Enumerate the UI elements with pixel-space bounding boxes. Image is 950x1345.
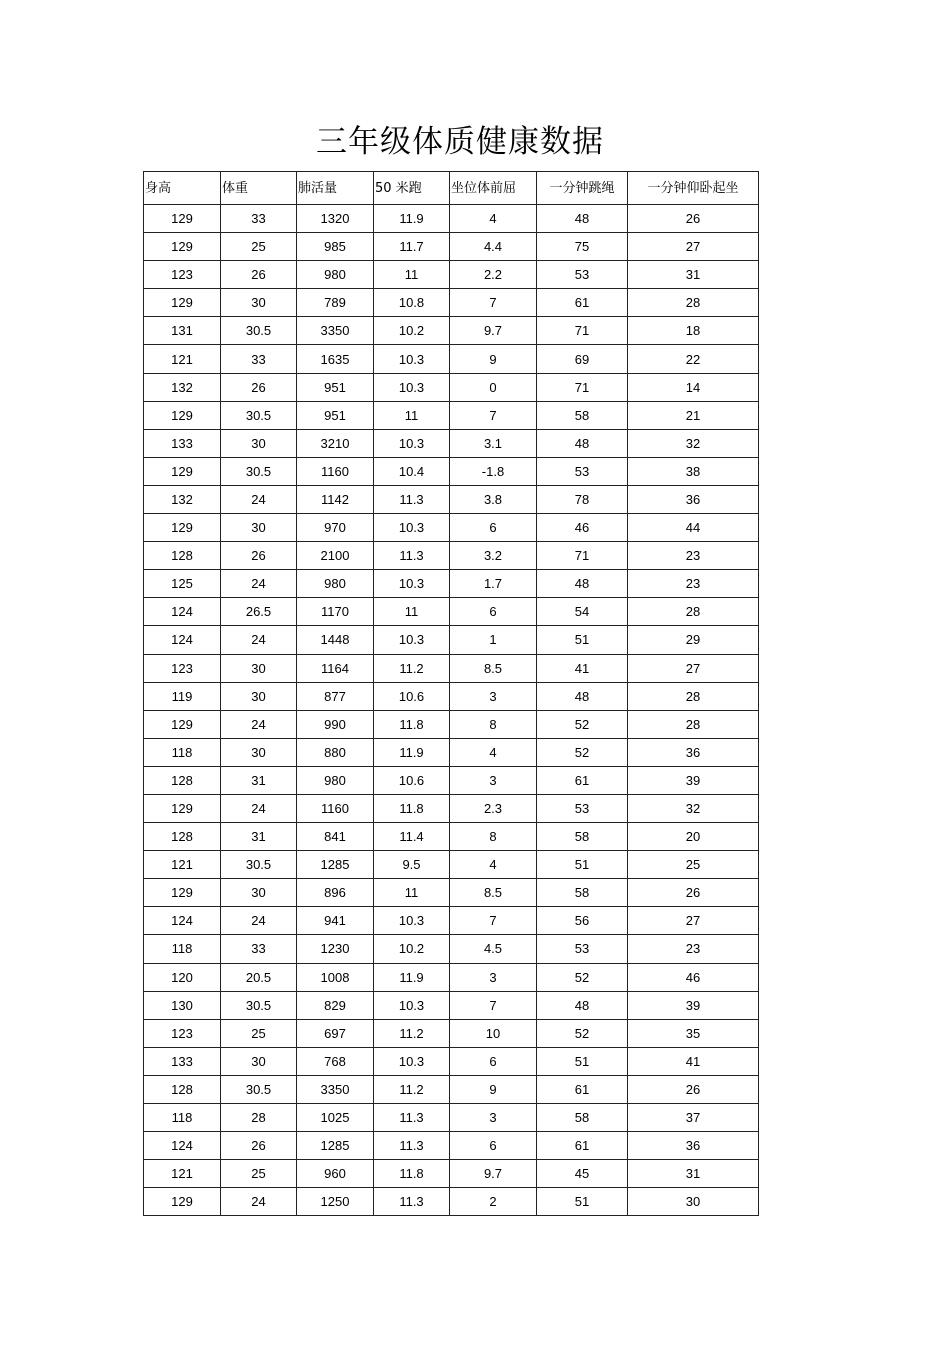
cell-sit-and-reach: 3 [450, 1104, 537, 1132]
cell-jump-rope: 46 [537, 514, 628, 542]
cell-jump-rope: 71 [537, 373, 628, 401]
cell-50m-run: 10.3 [374, 429, 450, 457]
table-row [144, 879, 759, 907]
cell-sit-ups: 20 [628, 823, 759, 851]
cell-sit-ups: 23 [628, 542, 759, 570]
cell-lung-capacity: 1635 [297, 345, 374, 373]
cell-lung-capacity: 1008 [297, 963, 374, 991]
cell-sit-ups: 26 [628, 205, 759, 233]
cell-lung-capacity: 990 [297, 710, 374, 738]
cell-sit-and-reach: 0 [450, 373, 537, 401]
cell-weight: 33 [221, 345, 297, 373]
cell-50m-run: 10.8 [374, 289, 450, 317]
cell-jump-rope: 52 [537, 738, 628, 766]
cell-height: 118 [144, 1104, 221, 1132]
table-row [144, 794, 759, 822]
table-row [144, 542, 759, 570]
cell-50m-run: 11 [374, 598, 450, 626]
cell-50m-run: 11.3 [374, 1188, 450, 1216]
cell-jump-rope: 48 [537, 682, 628, 710]
cell-sit-and-reach: 2.2 [450, 261, 537, 289]
cell-50m-run: 11.3 [374, 542, 450, 570]
cell-lung-capacity: 951 [297, 401, 374, 429]
header-height: 身高 [144, 172, 221, 205]
cell-weight: 30.5 [221, 991, 297, 1019]
cell-height: 133 [144, 1047, 221, 1075]
cell-sit-and-reach: 3.8 [450, 485, 537, 513]
cell-height: 132 [144, 485, 221, 513]
table-row [144, 289, 759, 317]
table-row [144, 233, 759, 261]
cell-height: 121 [144, 345, 221, 373]
cell-lung-capacity: 1285 [297, 851, 374, 879]
cell-height: 129 [144, 514, 221, 542]
cell-50m-run: 10.6 [374, 682, 450, 710]
cell-50m-run: 10.3 [374, 570, 450, 598]
table-row [144, 401, 759, 429]
cell-weight: 30 [221, 1047, 297, 1075]
table-row [144, 1019, 759, 1047]
cell-jump-rope: 78 [537, 485, 628, 513]
cell-50m-run: 11.4 [374, 823, 450, 851]
cell-sit-and-reach: 7 [450, 289, 537, 317]
cell-50m-run: 10.3 [374, 907, 450, 935]
cell-sit-ups: 21 [628, 401, 759, 429]
cell-jump-rope: 58 [537, 823, 628, 851]
cell-weight: 24 [221, 907, 297, 935]
cell-weight: 31 [221, 766, 297, 794]
cell-sit-and-reach: 6 [450, 1132, 537, 1160]
cell-jump-rope: 71 [537, 542, 628, 570]
table-row [144, 1132, 759, 1160]
cell-jump-rope: 58 [537, 401, 628, 429]
fitness-data-table [143, 171, 759, 1216]
cell-weight: 24 [221, 794, 297, 822]
cell-sit-and-reach: 4 [450, 851, 537, 879]
table-row [144, 570, 759, 598]
cell-height: 129 [144, 401, 221, 429]
cell-jump-rope: 71 [537, 317, 628, 345]
cell-jump-rope: 41 [537, 654, 628, 682]
cell-jump-rope: 51 [537, 626, 628, 654]
cell-sit-and-reach: 8.5 [450, 879, 537, 907]
cell-weight: 30 [221, 738, 297, 766]
cell-50m-run: 11.8 [374, 1160, 450, 1188]
cell-height: 130 [144, 991, 221, 1019]
cell-sit-and-reach: 2.3 [450, 794, 537, 822]
cell-50m-run: 10.3 [374, 345, 450, 373]
cell-jump-rope: 51 [537, 1047, 628, 1075]
cell-lung-capacity: 1142 [297, 485, 374, 513]
cell-weight: 30.5 [221, 851, 297, 879]
header-50m-run: 50 米跑 [374, 172, 450, 205]
cell-jump-rope: 58 [537, 1104, 628, 1132]
cell-50m-run: 10.6 [374, 766, 450, 794]
table-row [144, 1160, 759, 1188]
cell-jump-rope: 51 [537, 1188, 628, 1216]
cell-lung-capacity: 1160 [297, 794, 374, 822]
cell-height: 129 [144, 879, 221, 907]
cell-jump-rope: 58 [537, 879, 628, 907]
cell-50m-run: 11.2 [374, 1019, 450, 1047]
table-row [144, 823, 759, 851]
cell-weight: 28 [221, 1104, 297, 1132]
cell-jump-rope: 53 [537, 457, 628, 485]
cell-height: 123 [144, 261, 221, 289]
cell-height: 121 [144, 851, 221, 879]
table-row [144, 963, 759, 991]
cell-height: 132 [144, 373, 221, 401]
cell-sit-and-reach: 6 [450, 598, 537, 626]
cell-jump-rope: 48 [537, 429, 628, 457]
cell-jump-rope: 56 [537, 907, 628, 935]
cell-weight: 30 [221, 429, 297, 457]
cell-50m-run: 11.2 [374, 654, 450, 682]
cell-lung-capacity: 951 [297, 373, 374, 401]
cell-height: 131 [144, 317, 221, 345]
cell-lung-capacity: 980 [297, 570, 374, 598]
cell-lung-capacity: 960 [297, 1160, 374, 1188]
cell-50m-run: 10.3 [374, 514, 450, 542]
cell-lung-capacity: 1250 [297, 1188, 374, 1216]
cell-sit-and-reach: 6 [450, 1047, 537, 1075]
cell-lung-capacity: 829 [297, 991, 374, 1019]
cell-weight: 25 [221, 1019, 297, 1047]
table-row [144, 345, 759, 373]
cell-sit-ups: 23 [628, 570, 759, 598]
cell-jump-rope: 48 [537, 991, 628, 1019]
cell-50m-run: 10.3 [374, 626, 450, 654]
cell-sit-ups: 29 [628, 626, 759, 654]
table-row [144, 457, 759, 485]
cell-weight: 24 [221, 485, 297, 513]
table-row [144, 1047, 759, 1075]
table-row [144, 626, 759, 654]
cell-sit-ups: 30 [628, 1188, 759, 1216]
cell-jump-rope: 61 [537, 766, 628, 794]
table-row [144, 991, 759, 1019]
cell-weight: 33 [221, 935, 297, 963]
table-row [144, 766, 759, 794]
cell-lung-capacity: 980 [297, 766, 374, 794]
cell-sit-and-reach: 8 [450, 823, 537, 851]
table-row [144, 261, 759, 289]
cell-50m-run: 11.9 [374, 205, 450, 233]
table-body [144, 205, 759, 1216]
cell-weight: 30.5 [221, 317, 297, 345]
table-row [144, 935, 759, 963]
cell-jump-rope: 61 [537, 1132, 628, 1160]
cell-height: 128 [144, 542, 221, 570]
cell-sit-ups: 31 [628, 1160, 759, 1188]
cell-height: 129 [144, 794, 221, 822]
table-row [144, 205, 759, 233]
cell-50m-run: 10.3 [374, 991, 450, 1019]
cell-jump-rope: 53 [537, 261, 628, 289]
header-sit-and-reach: 坐位体前屈 [450, 172, 537, 205]
cell-lung-capacity: 1230 [297, 935, 374, 963]
cell-sit-and-reach: 3 [450, 963, 537, 991]
cell-lung-capacity: 1170 [297, 598, 374, 626]
cell-height: 118 [144, 935, 221, 963]
table-header-row [144, 172, 759, 205]
cell-lung-capacity: 1025 [297, 1104, 374, 1132]
cell-lung-capacity: 970 [297, 514, 374, 542]
cell-sit-ups: 46 [628, 963, 759, 991]
cell-weight: 20.5 [221, 963, 297, 991]
cell-jump-rope: 51 [537, 851, 628, 879]
cell-height: 120 [144, 963, 221, 991]
cell-50m-run: 11.3 [374, 1132, 450, 1160]
cell-weight: 26 [221, 373, 297, 401]
table-row [144, 1188, 759, 1216]
table-row [144, 429, 759, 457]
cell-lung-capacity: 841 [297, 823, 374, 851]
cell-sit-and-reach: 3 [450, 766, 537, 794]
cell-sit-and-reach: 9.7 [450, 317, 537, 345]
cell-lung-capacity: 896 [297, 879, 374, 907]
cell-lung-capacity: 3350 [297, 317, 374, 345]
cell-lung-capacity: 941 [297, 907, 374, 935]
cell-lung-capacity: 985 [297, 233, 374, 261]
cell-weight: 26 [221, 1132, 297, 1160]
cell-sit-and-reach: 9 [450, 345, 537, 373]
cell-jump-rope: 61 [537, 1075, 628, 1103]
cell-sit-ups: 32 [628, 794, 759, 822]
cell-sit-ups: 27 [628, 233, 759, 261]
cell-50m-run: 10.3 [374, 373, 450, 401]
cell-sit-and-reach: 6 [450, 514, 537, 542]
table-row [144, 485, 759, 513]
document-title: 三年级体质健康数据 [316, 124, 604, 160]
header-weight: 体重 [221, 172, 297, 205]
cell-sit-ups: 39 [628, 766, 759, 794]
cell-height: 129 [144, 457, 221, 485]
cell-height: 129 [144, 233, 221, 261]
cell-weight: 26 [221, 542, 297, 570]
cell-height: 129 [144, 1188, 221, 1216]
cell-height: 129 [144, 205, 221, 233]
cell-weight: 25 [221, 1160, 297, 1188]
cell-weight: 25 [221, 233, 297, 261]
cell-height: 128 [144, 823, 221, 851]
cell-height: 123 [144, 1019, 221, 1047]
cell-jump-rope: 69 [537, 345, 628, 373]
cell-50m-run: 11.7 [374, 233, 450, 261]
cell-sit-ups: 28 [628, 710, 759, 738]
cell-sit-ups: 36 [628, 485, 759, 513]
cell-50m-run: 11.2 [374, 1075, 450, 1103]
cell-height: 118 [144, 738, 221, 766]
cell-lung-capacity: 3210 [297, 429, 374, 457]
cell-jump-rope: 61 [537, 289, 628, 317]
cell-sit-and-reach: 8 [450, 710, 537, 738]
cell-jump-rope: 53 [537, 794, 628, 822]
cell-sit-ups: 44 [628, 514, 759, 542]
cell-sit-and-reach: 4.5 [450, 935, 537, 963]
cell-50m-run: 11.9 [374, 738, 450, 766]
cell-sit-ups: 28 [628, 598, 759, 626]
cell-weight: 33 [221, 205, 297, 233]
cell-50m-run: 9.5 [374, 851, 450, 879]
header-jump-rope: 一分钟跳绳 [537, 172, 628, 205]
cell-lung-capacity: 1448 [297, 626, 374, 654]
cell-height: 124 [144, 598, 221, 626]
table-row [144, 851, 759, 879]
cell-lung-capacity: 768 [297, 1047, 374, 1075]
cell-sit-and-reach: 2 [450, 1188, 537, 1216]
cell-sit-ups: 18 [628, 317, 759, 345]
cell-weight: 30 [221, 654, 297, 682]
cell-sit-and-reach: 1.7 [450, 570, 537, 598]
cell-lung-capacity: 3350 [297, 1075, 374, 1103]
cell-sit-ups: 26 [628, 1075, 759, 1103]
cell-jump-rope: 52 [537, 710, 628, 738]
cell-weight: 30 [221, 879, 297, 907]
cell-sit-and-reach: 8.5 [450, 654, 537, 682]
cell-sit-ups: 35 [628, 1019, 759, 1047]
table-row [144, 1104, 759, 1132]
cell-weight: 24 [221, 626, 297, 654]
cell-50m-run: 11.8 [374, 710, 450, 738]
cell-weight: 31 [221, 823, 297, 851]
cell-sit-and-reach: 4 [450, 738, 537, 766]
cell-50m-run: 11.8 [374, 794, 450, 822]
table-row [144, 907, 759, 935]
cell-height: 125 [144, 570, 221, 598]
cell-50m-run: 10.4 [374, 457, 450, 485]
cell-sit-ups: 27 [628, 907, 759, 935]
cell-weight: 30.5 [221, 1075, 297, 1103]
cell-lung-capacity: 1160 [297, 457, 374, 485]
cell-jump-rope: 52 [537, 1019, 628, 1047]
cell-50m-run: 11 [374, 879, 450, 907]
cell-jump-rope: 53 [537, 935, 628, 963]
cell-weight: 30.5 [221, 401, 297, 429]
cell-50m-run: 11.3 [374, 485, 450, 513]
table-row [144, 682, 759, 710]
cell-lung-capacity: 980 [297, 261, 374, 289]
cell-jump-rope: 54 [537, 598, 628, 626]
cell-weight: 30 [221, 289, 297, 317]
cell-lung-capacity: 2100 [297, 542, 374, 570]
cell-sit-and-reach: 3 [450, 682, 537, 710]
cell-height: 119 [144, 682, 221, 710]
cell-sit-ups: 36 [628, 1132, 759, 1160]
cell-sit-ups: 38 [628, 457, 759, 485]
cell-sit-and-reach: 4.4 [450, 233, 537, 261]
cell-weight: 26.5 [221, 598, 297, 626]
cell-height: 124 [144, 907, 221, 935]
cell-weight: 24 [221, 710, 297, 738]
cell-sit-ups: 36 [628, 738, 759, 766]
cell-50m-run: 11.3 [374, 1104, 450, 1132]
cell-lung-capacity: 877 [297, 682, 374, 710]
cell-50m-run: 10.2 [374, 935, 450, 963]
cell-sit-and-reach: 7 [450, 401, 537, 429]
cell-sit-and-reach: 9.7 [450, 1160, 537, 1188]
cell-sit-ups: 26 [628, 879, 759, 907]
cell-sit-and-reach: 4 [450, 205, 537, 233]
table-row [144, 1075, 759, 1103]
cell-lung-capacity: 1285 [297, 1132, 374, 1160]
cell-sit-and-reach: 7 [450, 907, 537, 935]
cell-sit-ups: 28 [628, 289, 759, 317]
cell-sit-ups: 39 [628, 991, 759, 1019]
cell-sit-and-reach: 3.2 [450, 542, 537, 570]
table-row [144, 598, 759, 626]
cell-lung-capacity: 1164 [297, 654, 374, 682]
cell-height: 124 [144, 626, 221, 654]
cell-lung-capacity: 789 [297, 289, 374, 317]
cell-jump-rope: 48 [537, 570, 628, 598]
cell-sit-ups: 37 [628, 1104, 759, 1132]
cell-lung-capacity: 880 [297, 738, 374, 766]
cell-height: 121 [144, 1160, 221, 1188]
table-row [144, 514, 759, 542]
table-row [144, 317, 759, 345]
table-row [144, 710, 759, 738]
cell-lung-capacity: 697 [297, 1019, 374, 1047]
cell-height: 129 [144, 289, 221, 317]
cell-jump-rope: 48 [537, 205, 628, 233]
header-sit-ups: 一分钟仰卧起坐 [628, 172, 759, 205]
cell-height: 128 [144, 766, 221, 794]
cell-weight: 26 [221, 261, 297, 289]
cell-height: 133 [144, 429, 221, 457]
cell-lung-capacity: 1320 [297, 205, 374, 233]
cell-sit-ups: 27 [628, 654, 759, 682]
cell-sit-ups: 23 [628, 935, 759, 963]
cell-50m-run: 11 [374, 261, 450, 289]
cell-50m-run: 10.3 [374, 1047, 450, 1075]
cell-weight: 30 [221, 514, 297, 542]
cell-sit-ups: 32 [628, 429, 759, 457]
cell-height: 124 [144, 1132, 221, 1160]
header-lung-capacity: 肺活量 [297, 172, 374, 205]
cell-weight: 30 [221, 682, 297, 710]
cell-jump-rope: 52 [537, 963, 628, 991]
table-row [144, 738, 759, 766]
cell-sit-ups: 25 [628, 851, 759, 879]
cell-sit-ups: 41 [628, 1047, 759, 1075]
cell-jump-rope: 45 [537, 1160, 628, 1188]
table-row [144, 373, 759, 401]
cell-weight: 24 [221, 1188, 297, 1216]
cell-sit-and-reach: 9 [450, 1075, 537, 1103]
cell-50m-run: 10.2 [374, 317, 450, 345]
cell-sit-ups: 28 [628, 682, 759, 710]
cell-weight: 30.5 [221, 457, 297, 485]
cell-height: 128 [144, 1075, 221, 1103]
cell-sit-and-reach: 10 [450, 1019, 537, 1047]
cell-sit-ups: 22 [628, 345, 759, 373]
table-row [144, 654, 759, 682]
cell-height: 129 [144, 710, 221, 738]
cell-sit-and-reach: 3.1 [450, 429, 537, 457]
cell-weight: 24 [221, 570, 297, 598]
cell-height: 123 [144, 654, 221, 682]
cell-50m-run: 11.9 [374, 963, 450, 991]
cell-sit-and-reach: 1 [450, 626, 537, 654]
cell-sit-ups: 14 [628, 373, 759, 401]
cell-jump-rope: 75 [537, 233, 628, 261]
cell-sit-and-reach: 7 [450, 991, 537, 1019]
cell-50m-run: 11 [374, 401, 450, 429]
cell-sit-and-reach: -1.8 [450, 457, 537, 485]
cell-sit-ups: 31 [628, 261, 759, 289]
